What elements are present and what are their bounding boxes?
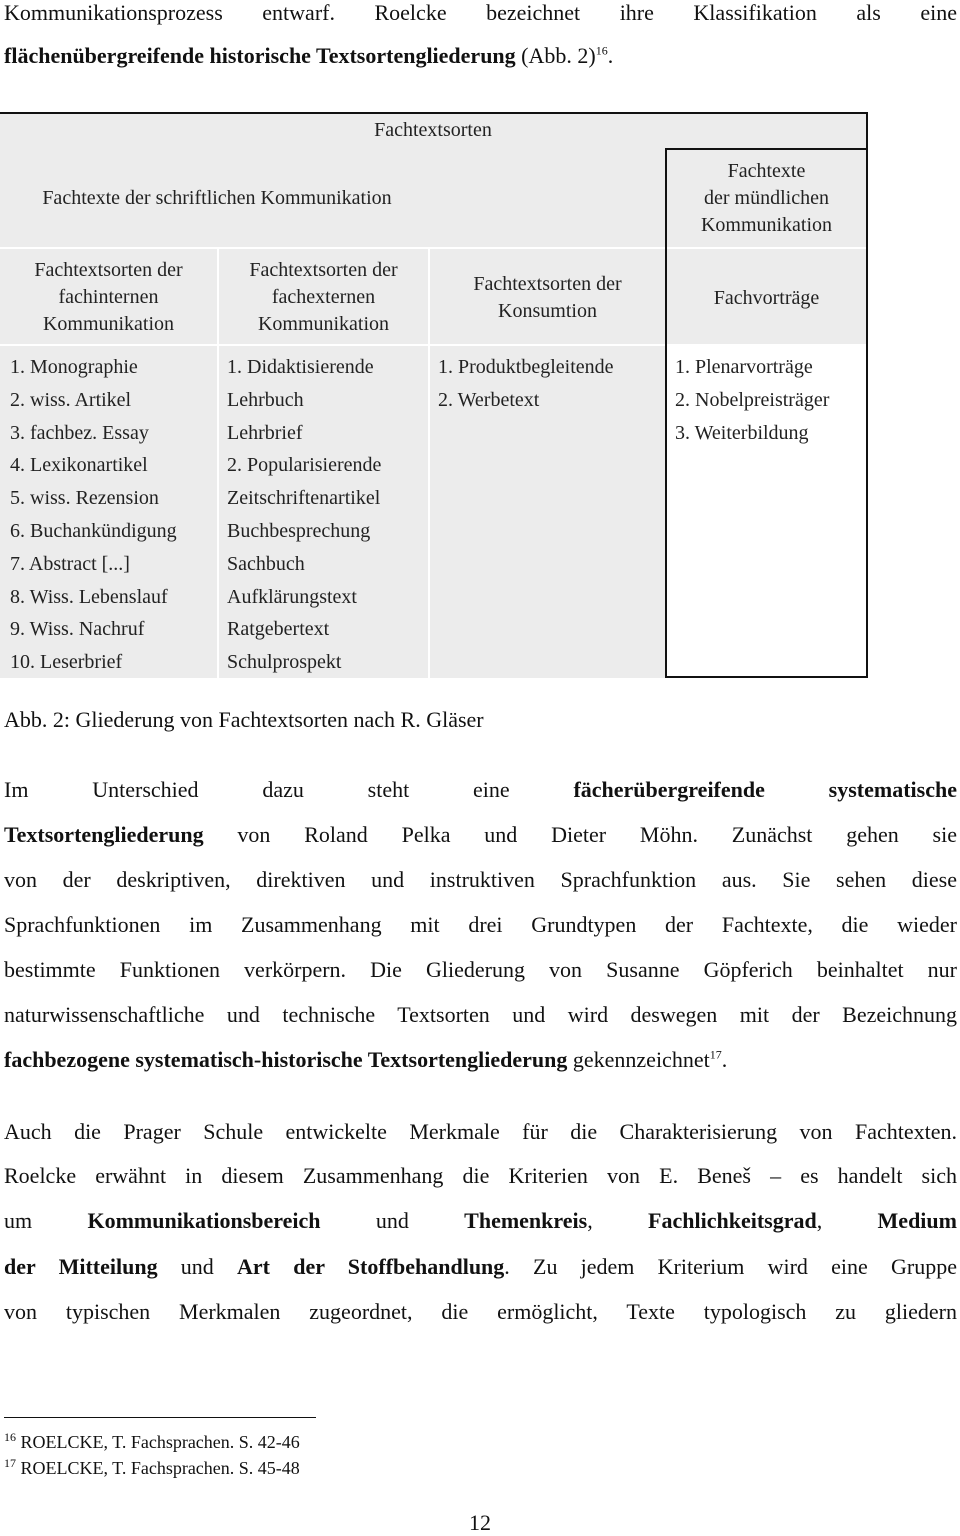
list-item: 5. wiss. Rezension: [10, 487, 159, 510]
footnote-number: 17: [4, 1456, 16, 1470]
oral-header: [667, 158, 866, 239]
footnote-rule: [4, 1417, 316, 1418]
text-span: ,: [816, 1208, 878, 1233]
bold-term: Fachlichkeitsgrad: [648, 1208, 817, 1233]
para1-line-7: [4, 1047, 957, 1073]
bold-term: flächenübergreifende historische Textsortengliederung: [4, 43, 516, 68]
text-span: und: [320, 1208, 465, 1233]
list-item: 4. Lexikonartikel: [10, 454, 148, 477]
list-fachextern: [227, 351, 381, 679]
footnote-16: [4, 1431, 300, 1453]
text-span: (Abb. 2): [515, 43, 596, 68]
list-fachintern: [10, 351, 177, 679]
list-fachvortraege: [675, 351, 829, 449]
subheader-fachintern: [0, 257, 217, 338]
bold-term: fächerübergreifende systematische: [573, 777, 957, 802]
bold-term: fachbezogene systematisch-historische Textsortengliederung: [4, 1047, 568, 1072]
figure-caption: Abb. 2: Gliederung von Fachtextsorten nach R. Gläser: [4, 707, 484, 732]
text-span: .: [607, 43, 614, 68]
table-top-border: [0, 112, 868, 114]
list-item: 2. Werbetext: [438, 388, 540, 411]
subheader-fachextern: [219, 257, 428, 338]
header-line: Fachvorträge: [713, 287, 820, 309]
para2-line-5: von typischen Merkmalen zugeordnet, die ermöglicht, Texte typologisch zu gliedern: [4, 1299, 957, 1324]
list-item: 2. Popularisierende: [227, 454, 382, 477]
written-header: Fachtexte der schriftlichen Kommunikation: [42, 187, 392, 209]
text-span: Im Unterschied dazu steht eine: [4, 777, 574, 802]
list-item: Buchbesprechung: [227, 519, 371, 542]
list-item: Lehrbrief: [227, 421, 303, 444]
header-line: Fachtexte: [727, 160, 806, 182]
header-line: Fachtextsorten der: [473, 273, 622, 295]
list-item: 7. Abstract [...]: [10, 552, 130, 575]
para1-line-4: Sprachfunktionen im Zusammenhang mit drei Grundtypen der Fachtexte, die wieder: [4, 912, 957, 937]
header-line: Kommunikation: [42, 313, 175, 335]
list-item: 6. Buchankündigung: [10, 519, 177, 542]
footnote-text: ROELCKE, T. Fachsprachen. S. 42-46: [16, 1432, 300, 1452]
header-line: Fachtextsorten der: [34, 259, 183, 281]
intro-line-2: [4, 43, 957, 69]
list-item: 2. Nobelpreisträger: [675, 388, 830, 411]
para2-line-3: [4, 1208, 957, 1234]
header-line: Fachtextsorten der: [249, 259, 398, 281]
list-item: Aufklärungstext: [227, 585, 357, 608]
text-span: ,: [587, 1208, 649, 1233]
para1-line-5: bestimmte Funktionen verkörpern. Die Gliederung von Susanne Göpferich beinhaltet nur: [4, 957, 957, 982]
row-separator: [0, 247, 866, 249]
footnote-ref: 16: [595, 43, 608, 58]
header-line: Kommunikation: [700, 214, 833, 236]
bold-term: Art der Stoffbehandlung: [237, 1254, 505, 1279]
header-line: der mündlichen: [704, 187, 829, 209]
footnote-text: ROELCKE, T. Fachsprachen. S. 45-48: [16, 1458, 300, 1478]
para2-line-4: [4, 1254, 957, 1280]
list-konsumtion: [438, 351, 614, 417]
list-item: 3. Weiterbildung: [675, 421, 809, 444]
list-item: 9. Wiss. Nachruf: [10, 618, 145, 641]
text-span: . Zu jedem Kriterium wird eine Gruppe: [504, 1254, 957, 1279]
para2-line-1: Auch die Prager Schule entwickelte Merkmale für die Charakterisierung von Fachtexten.: [4, 1119, 957, 1144]
para1-line-1: [4, 777, 957, 803]
footnote-number: 16: [4, 1430, 16, 1444]
list-item: 1. Didaktisierende: [227, 356, 374, 378]
text-span: von Roland Pelka und Dieter Möhn. Zunächst gehen sie: [203, 822, 957, 847]
page-number: 12: [469, 1510, 491, 1535]
list-item: 2. wiss. Artikel: [10, 388, 132, 411]
table-right-border: [866, 112, 868, 678]
row-separator: [0, 344, 866, 346]
text-span: gekennzeichnet: [567, 1047, 710, 1072]
list-item: Sachbuch: [227, 552, 305, 575]
para1-line-2: [4, 822, 957, 848]
text-span: und: [157, 1254, 238, 1279]
oral-top-border: [665, 148, 868, 150]
bold-term: Medium: [877, 1208, 957, 1233]
text-span: .: [721, 1047, 728, 1072]
header-line: Kommunikation: [257, 313, 390, 335]
subheader-fachvortraege: [667, 285, 866, 312]
header-line: Konsumtion: [498, 300, 597, 322]
bold-term: Kommunikationsbereich: [87, 1208, 321, 1233]
intro-line-1: Kommunikationsprozess entwarf. Roelcke bezeichnet ihre Klassifikation als eine: [4, 0, 957, 25]
bold-term: Textsortengliederung: [4, 822, 204, 847]
footnote-ref: 17: [709, 1047, 722, 1062]
bold-term: Themenkreis: [464, 1208, 588, 1233]
list-item: Ratgebertext: [227, 618, 330, 641]
list-item: 3. fachbez. Essay: [10, 421, 149, 444]
list-item: 1. Produktbegleitende: [438, 356, 614, 378]
list-item: 1. Monographie: [10, 356, 138, 378]
list-item: Schulprospekt: [227, 651, 342, 674]
oral-bottom-border: [665, 676, 868, 678]
footnote-17: [4, 1457, 300, 1479]
bold-term: der Mitteilung: [4, 1254, 158, 1279]
top-header: Fachtextsorten: [374, 119, 492, 141]
para1-line-3: von der deskriptiven, direktiven und instruktiven Sprachfunktion aus. Sie sehen diese: [4, 867, 957, 892]
list-item: Lehrbuch: [227, 388, 304, 411]
list-item: 8. Wiss. Lebenslauf: [10, 585, 168, 608]
list-item: 1. Plenarvorträge: [675, 356, 813, 378]
text-span: um: [4, 1208, 88, 1233]
subheader-konsumtion: [430, 271, 665, 325]
header-line: fachinternen: [58, 286, 159, 308]
para2-line-2: Roelcke erwähnt in diesem Zusammenhang die Kriterien von E. Beneš – es handelt sich: [4, 1163, 957, 1188]
list-item: Zeitschriftenartikel: [227, 487, 381, 510]
list-item: 10. Leserbrief: [10, 651, 123, 674]
para1-line-6: naturwissenschaftliche und technische Textsorten und wird deswegen mit der Bezeichnung: [4, 1002, 957, 1027]
header-line: fachexternen: [271, 286, 376, 308]
